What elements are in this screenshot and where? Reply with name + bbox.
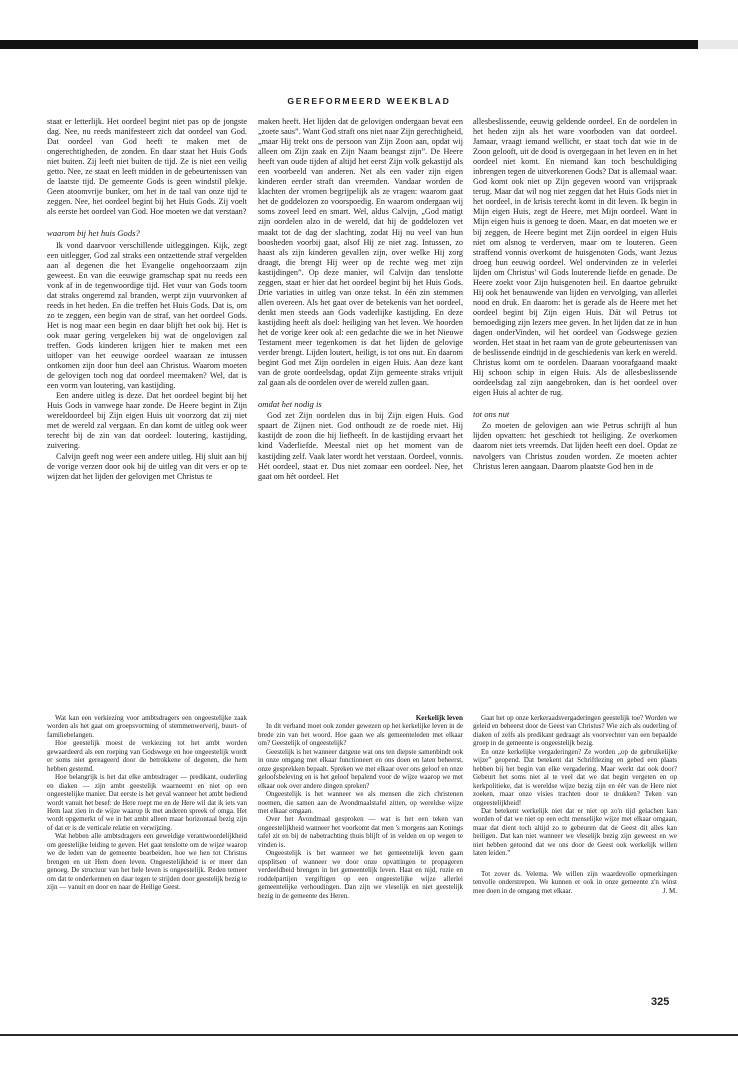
paragraph: Geestelijk is het wanneer datgene wat ons ten diepste samenbindt ook in onze omgang met elkaar functioneert en ons doen en laten beheerst, onze gesprekken bepaalt. Spreken we met elkaar over ons geloof en onze geloofsbeleving en is het geloof bepalend voor de wijze waarop we met elkaar ook over andere dingen spreken? <box>258 747 463 790</box>
paragraph: Hoe belangrijk is het dat elke ambtsdrager — predikant, ouderling en diaken — zijn ambt geestelijk waarneemt en niet op een ongeestelijke manier. Dat eerste is het geval wanneer het ambt bediend wordt vanuit het besef: de Here roept me en de Here wil dat ik iets van Hem laat zien in de wijze waarop ik met anderen spreek of omga. Het wordt opgemerkt of we in het ambt alleen maar horizontaal bezig zijn of dat er is de verticale relatie en verwijzing. <box>47 773 247 832</box>
paragraph: Dat betekent werkelijk niet dat er niet op zo'n tijd gelachen kan worden of dat we niet op een echt menselijke wijze met elkaar omgaan, maar dat dient toch altijd zo te gebeuren dat de Geest dit alles kan heiligen. Dat kan niet wanneer we vleselijk bezig zijn geweest en we niet hebben getoond dat we ons door de Geest ook werkelijk willen laten leiden.” <box>473 806 677 858</box>
article-column-1 <box>47 117 247 482</box>
page-number: 325 <box>651 996 670 1008</box>
sidebar-column-1 <box>47 714 247 892</box>
sidebar-column-2 <box>258 714 463 900</box>
page-header: GEREFORMEERD WEEKBLAD <box>287 96 451 106</box>
sidebar-column-3 <box>473 714 677 895</box>
paragraph: Gaat het op onze kerkeraadsvergaderingen geestelijk toe? Worden we geleid en beheerst door de Geest van Christus? Wie zich als ouderling of diaken of zelfs als predikant gedraagt als voorvechter van een bepaalde groep in de gemeente is ongeestelijk bezig. <box>473 714 677 748</box>
article-column-2 <box>258 117 463 482</box>
top-border-bar <box>0 40 738 49</box>
paragraph: Wat kan een verkiezing voor ambtsdragers een ongeestelijke zaak worden als het gaat om groepsvorming of stemmenwerverij, buurt- of familiebelangen. <box>47 714 247 739</box>
bottom-border-line <box>0 1034 738 1036</box>
paragraph: Een andere uitleg is deze. Dat het oordeel begint bij het Huis Gods in vanwege haar zonde. De Heere begint in Zijn wereldoordeel bij Zijn eigen Huis uit voorzorg dat zij niet met de wereld zal vergaan. En dan komt de uitleg ook weer terecht bij de zin van dat oordeel: loutering, kastijding, zuivering. <box>47 391 247 451</box>
author-signature: J. M. <box>662 886 677 895</box>
scan-edge <box>698 40 738 49</box>
subheading: omdat het nodig is <box>258 399 322 410</box>
paragraph: Over het Avondmaal gesproken — wat is het een teken van ongeestelijkheid wanneer het voorkomt dat men 's morgens aan Konings tafel zit en bij de nabetrachting thuis blijft of in velden en op wegen te vinden is. <box>258 815 463 849</box>
paragraph: allesbeslissende, eeuwig geldende oordeel. En de oordelen in het heden zijn als het ware voorboden van dat oordeel. Jamaar, vraagt iemand wellicht, er staat toch dat wie in de Zoon gelooft, uit de dood is overgegaan in het leven en in het oordeel niet komt. En niemand kan toch beschuldiging inbrengen tegen de uitverkorenen Gods? Dat is allemaal waar. God komt ook niet op Zijn gegeven woord van vrijspraak terug. Maar dat wil nog niet zeggen dat het Huis Gods niet in het oordeel, in de krisis terecht komt in dit leven. Ik begin in Mijn eigen Huis, zegt de Heere, met Mijn oordeel. Want in Mijn eigen huis is genoeg te doen. Maar, en dat moeten we er bij zeggen, de Heere begint met Zijn oordeel in eigen Huis niet om alsnog te verderven, maar om te louteren. Geen straffend vonnis overkomt de huisgenoten Gods, want Jezus droeg hun eeuwig oordeel. Wel ondervinden ze in velerlei lijden om Christus' wil Gods louterende liefde en genade. De Heere zoekt voor Zijn huisgenoten heil. En daartoe gebruikt Hij ook het benauwende van lijden en vervolging, van allerlei nood en druk. En daarom: het is gerade als de Heere met het oordeel begint bij Zijn eigen Huis. Dát wil Petrus tot bemoediging zijn lezers mee geven. In het lijden dat ze in hun dagen onderVinden, wil het oordeel van Godswege gezien worden. Het staat in het raam van de grote gebeurtenissen van de beslissende eindtijd in de geschiedenis van kerk en wereld. Christus komt om te oordelen. Daaraan voorafgaand maakt Hij schoon schip in eigen Huis. Als de allesbeslissende oordeelsdag zal zijn aangebroken, dan is het oordeel over eigen Huis al achter de rug. <box>473 117 677 398</box>
closing-text: Tot zover ds. Velema. We willen zijn waardevolle opmerkingen tenvolle onderstrepen. We kunnen er ook in onze gemeente z'n winst mee doen in de omgang met elkaar. <box>473 869 677 895</box>
section-heading: Kerkelijk leven <box>415 714 463 722</box>
paragraph: En onze kerkelijke vergaderingen? Ze worden „op de gebruikelijke wijze” geopend. Dat betekent dat Schriftlezing en gebed een plaats hebben bij het begin van elke vergadering. Maar werkt dat ook door? Gebeurt het soms niet al te veel dat we dat begin vergeten en op kerkpolitieke, dat is wereldse wijze bezig zijn en éér van de Here niet zoeken, maar onze visies trachten door te drukken? Teken van ongeestelijkheid! <box>473 747 677 807</box>
subheading: waarom bij het huis Gods? <box>47 228 140 239</box>
article-column-3 <box>473 117 677 472</box>
paragraph: Calvijn geeft nog weer een andere uitleg. Hij sluit aan bij de vorige verzen door ook bij de uitleg van dit vers er op te wijzen dat het lijden der gelovigen met Christus te <box>47 451 247 481</box>
paragraph: God zet Zijn oordelen dus in bij Zijn eigen Huis. God spaart de Zijnen niet. God onthoudt ze de roede niet. Hij kastijdt de zoon die hij liefheeft. In de kastijding ervaart het kind Vaderliefde. Meestal niet op het moment van de kastijding zelf. Vaak later wordt het verstaan. Oordeel, vonnis. Hét oordeel, staat er. Dus niet zomaar een oordeel. Nee, het gaat om hét oordeel. Het <box>258 411 463 481</box>
paragraph: Ik vond daarvoor verschillende uitleggingen. Kijk, zegt een uitlegger, God zal straks een ontzettende straf vergelden aan al degenen die het Evangelie ongehoorzaam zijn geweest. En van die eeuwige gramschap spat nu reeds een vonk af in de tegenwoordige tijd. Het vuur van Gods toorn dat straks ongeremd zal branden, werpt zijn vuurvonken af reeds in het heden. En die treffen het Huis Gods. Dat is, om zo te zeggen, een begin van de straf, van het oordeel Gods. Het is nog maar een begin en daar blijft het ook bij. Het is ook maar gering vergeleken bij wat de ongelovigen zal treffen. Gods kinderen krijgen hier te maken met een uitloper van het eeuwige oordeel waaraan ze intussen ontkomen zijn door hun deel aan Christus. Waarom moeten de gelovigen toch nog dat oordeel meemaken? Wel, dat is een vorm van loutering, van kastijding. <box>47 240 247 391</box>
closing-paragraph <box>473 870 677 895</box>
paragraph: staat er letterlijk. Het oordeel begint niet pas op de jongste dag. Nee, nu reeds manifesteert zich dat oordeel van God. Dat oordeel van God heeft te maken met de ongerechtigheden, de zonden. En daar staat het Huis Gods niet buiten. Zij leeft niet buiten de tijd. Ze is niet een veilig getto. Nee, ze staat en leeft midden in de gebeurtenissen van de laatste tijd. De gemeente Gods is geen windstil plekje. Geen atoomvrije bunker, om het in de taal van onze tijd te zeggen. Nee, het oordeel begint bij het Huis Gods. Zij voelt als eerste het oordeel van God. Hoe moeten we dat verstaan? <box>47 117 247 217</box>
paragraph: Ongeestelijk is het wanneer we het gemeentelijk leven gaan opsplitsen of wanneer we door onze opvattingen te propageren verdeeldheid brengen in het gemeentelijk leven. Haat en nijd, ruzie en roddelpartijen vergiftigen op een ongeestelijke wijze allerlei gemeentelijke verhoudingen. Dan zijn we vleselijk en niet geestelijk bezig in de gemeente des Heren. <box>258 849 463 900</box>
paragraph: maken heeft. Het lijden dat de gelovigen ondergaan bevat een „zoete saus”. Want God straft ons niet naar Zijn gerechtigheid, „maar Hij trekt ons de persoon van Zijn Zoon aan, opdat wij alleen om Zijn zaak en Zijn Naam beangst zijn”. De Heere heeft van oude tijden af altijd het eerst Zijn volk gekastijd als een voorbeeld van anderen. Net als een vader zijn eigen kinderen eerder straft dan vreemden. Vandaar worden de klachten der vromen begrijpelijk als ze vragen: waarom gaat het de goddelozen zo voorspoedig. En waarom ondergaan wij soms zoveel leed en smart. Wel, aldus Calvijn, „God matigt zijn oordelen alzo in de wereld, dat hij de goddelozen vet maakt tot de dag der slachting, zodat Hij nu veel van hun boosheden voorbij gaat, alsof Hij ze niet zag. Intussen, zo haast als zijn kinderen gevallen zijn, over welke Hij zorg draagt, die brengt Hij weer op de rechte weg met zijn kastijdingen”. Op deze manier, wil Calvijn dan tenslotte zeggen, staat er hier dat het oordeel begint bij het Huis Gods. Drie variaties in uitleg van onze tekst. In één zin stemmen allen overeen. Als het gaat over de betekenis van het oordeel, denkt men steeds aan Gods vaderlijke kastijding. En deze kastijding heeft als doel: heiliging van het leven. We hoorden het de vorige keer ook al: een gedachte die we in het Nieuwe Testament meer tegenkomen is dat het lijden de gelovige verder brengt. Lijden loutert, heiligt, is tot ons nut. En daarom begint God met Zijn oordelen in eigen Huis. Aan deze kant van de grote oordeelsdag, opdat Zijn gemeente straks vrijuit zal gaan als de oordelen over de wereld zullen gaan. <box>258 117 463 388</box>
paragraph: In dit verband moet ook zonder gewezen op het kerkelijke leven in de brede zin van het woord. Hoe gaan we als gemeenteleden met elkaar om? Geestelijk of ongeestelijk? <box>258 722 463 748</box>
paragraph: Ongeestelijk is het wanneer we als mensen die zich christenen noemen, die samen aan de Avondmaalstafel zitten, op wereldse wijze met elkaar omgaan. <box>258 790 463 815</box>
paragraph: Zo moeten de gelovigen aan wie Petrus schrijft al hun lijden opvatten: het geschiedt tot heiliging. Ze overkomen daarom niet iets vreemds. Dat lijden heeft een doel. Opdat ze navolgers van Christus zouden worden. Ze moeten achter Christus leren aangaan. Daarom plaatste God hen in de <box>473 421 677 471</box>
subheading: tot ons nut <box>473 409 510 420</box>
paragraph: Wat hebben alle ambtsdragers een geweldige verantwoordelijkheid om geestelijke leiding te geven. Het gaat tenslotte om de wijze waarop we de leden van de gemeente bearbeiden, hoe we hen tot Christus brengen en uit Hem doen leven. Ongeestelijkheid is er meer dan genoeg. De structuur van het hele leven is ongeestelijk. Reden temeer om dat te onderkennen en daar tegen te strijden door geestelijk bezig te zijn — vanuit en door en naar de Heilige Geest. <box>47 832 247 892</box>
paragraph: Hoe geestelijk moest de verkiezing tot het ambt worden gewaardeerd als een roeping van Godswege en hoe ongeestelijk wordt er soms niet gereageerd door de betrokkene of degenen, die hem hebben gestemd. <box>47 739 247 773</box>
